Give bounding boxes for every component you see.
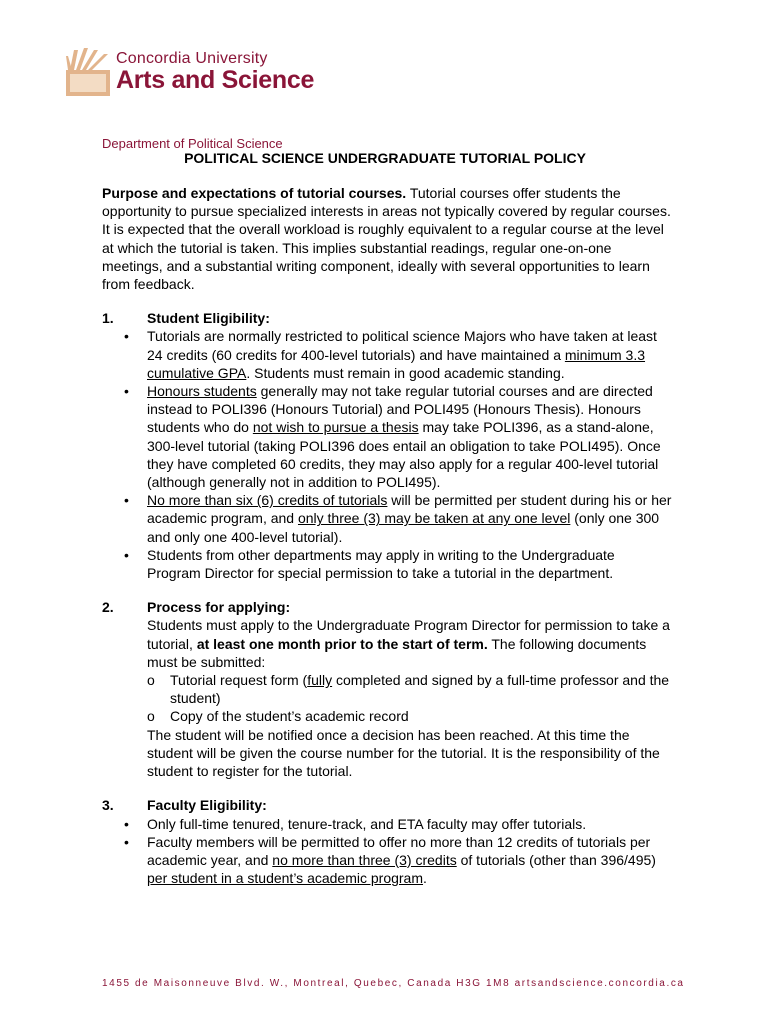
faculty-logo (64, 44, 315, 104)
section-student-eligibility (102, 309, 672, 582)
bullet-icon: • (124, 546, 129, 563)
faculty-name: Arts and Science (116, 66, 315, 94)
bullet-icon: • (124, 492, 129, 509)
department-name: Department of Political Science (102, 136, 283, 151)
bullet-icon: • (124, 383, 129, 400)
circle-bullet-icon: o (147, 708, 155, 725)
purpose-heading: Purpose and expectations of tutorial courses. (102, 185, 407, 201)
bullet-list (102, 815, 672, 888)
bullet-list (102, 327, 672, 582)
document-body (102, 184, 672, 903)
section-title: Student Eligibility: (147, 310, 270, 327)
section-heading (102, 309, 672, 327)
page-title: POLITICAL SCIENCE UNDERGRADUATE TUTORIAL POLICY (184, 150, 586, 166)
list-item: • Honours students generally may not take regular tutorial courses and are directed instead to POLI396 (Honours Tutorial) and POLI495 (Honours Thesis). Honours students who do not wish to pursue a thesis may take POLI396, as a stand-alone, 300-level tutorial (taking POLI396 does entail an obligation to take POLI495). Once they have completed 60 credits, they may also apply for a regular 400-level tutorial (although generally not in addition to POLI495). (124, 383, 661, 491)
bullet-icon: • (124, 833, 129, 850)
section-number: 1. (102, 310, 114, 327)
list-item: • Faculty members will be permitted to offer no more than 12 credits of tutorials per academic year, and no more than three (3) credits of tutorials (other than 396/495) per student in a student’s academic program. (124, 833, 656, 887)
section-number: 2. (102, 599, 114, 616)
section-paragraph: Students must apply to the Undergraduate Program Director for permission to take a tutorial, at least one month prior to the start of term. The following documents must be submitted: (147, 617, 670, 670)
section-title: Process for applying: (147, 599, 291, 616)
page-footer: 1455 de Maisonneuve Blvd. W., Montreal, Quebec, Canada H3G 1M8 artsandscience.concordia.ca (102, 978, 685, 989)
section-number: 3. (102, 797, 114, 814)
section-process-for-applying (102, 598, 672, 780)
purpose-text: Tutorial courses offer students the opportunity to pursue specialized interests in areas not typically covered by regular courses. It is expected that the overall workload is roughly equivalent to a regular course at the level at which the tutorial is taken. This implies substantial readings, regular one-on-one meetings, and a substantial writing component, ideally with several opportunities to learn from feedback. (102, 185, 671, 293)
list-item: • Tutorials are normally restricted to political science Majors who have taken at least 24 credits (60 credits for 400-level tutorials) and have maintained a minimum 3.3 cumulative GPA. Students must remain in good academic standing. (124, 328, 657, 381)
bullet-icon: • (124, 328, 129, 345)
list-item: o Tutorial request form (fully completed and signed by a full-time professor and the student) (147, 672, 670, 707)
list-item: • Only full-time tenured, tenure-track, and ETA faculty may offer tutorials. (124, 815, 587, 832)
list-item: o Copy of the student’s academic record (147, 708, 409, 725)
section-faculty-eligibility (102, 796, 672, 887)
section-title: Faculty Eligibility: (147, 797, 267, 814)
university-name: Concordia University (116, 50, 268, 67)
section-heading (102, 796, 672, 814)
purpose-paragraph (102, 184, 672, 293)
list-item: • Students from other departments may apply in writing to the Undergraduate Program Director for special permission to take a tutorial in the department. (124, 546, 615, 582)
bullet-icon: • (124, 815, 129, 832)
circle-bullet-icon: o (147, 672, 155, 689)
section-heading (102, 598, 672, 616)
section-paragraph: The student will be notified once a decision has been reached. At this time the student will be given the course number for the tutorial. It is the responsibility of the student to register for the tutorial. (147, 726, 660, 780)
sunburst-logo-icon (64, 44, 112, 100)
list-item: • No more than six (6) credits of tutorials will be permitted per student during his or her academic program, and only three (3) may be taken at any one level (only one 300 and only one 400-level tutorial). (124, 492, 672, 545)
